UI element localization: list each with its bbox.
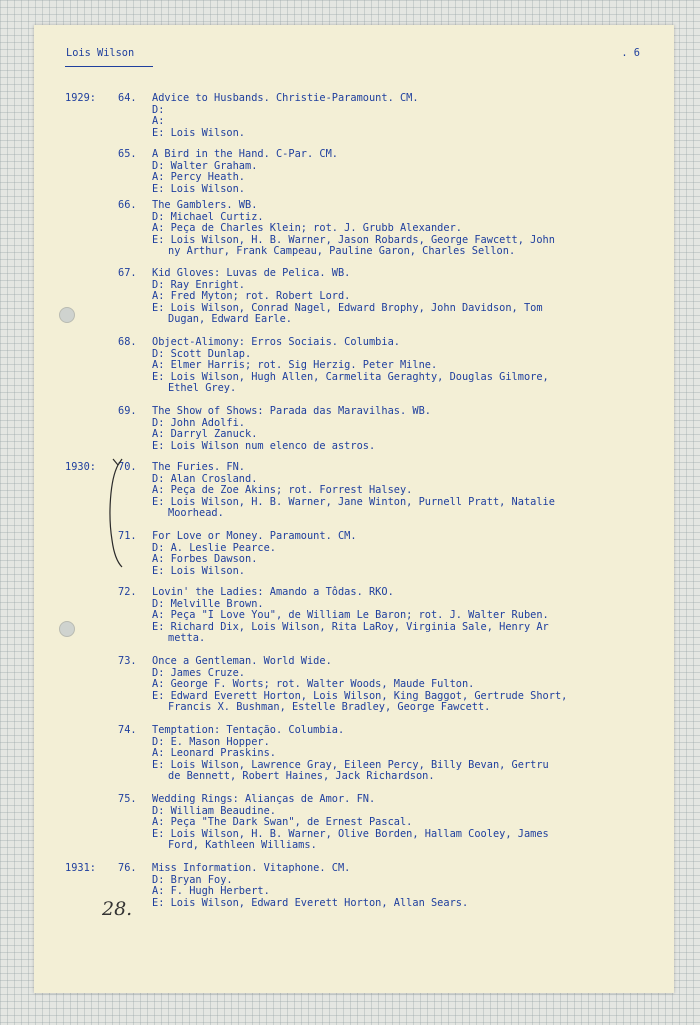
entry-line: E: Edward Everett Horton, Lois Wilson, King Baggot, Gertrude Short, — [152, 689, 568, 702]
entry-line: A Bird in the Hand. C-Par. CM. — [152, 148, 338, 160]
entry-number: 65. — [118, 148, 137, 160]
entry-line: The Gamblers. WB. — [152, 199, 258, 211]
entry-number: 76. — [118, 862, 137, 874]
entry-number: 70. — [118, 461, 137, 473]
entry-number: 74. — [118, 724, 137, 736]
entry-line: D: James Cruze. — [152, 666, 245, 679]
entry-line: A: Peça "I Love You", de William Le Baron; rot. J. Walter Ruben. — [152, 609, 549, 622]
handwritten-arrow — [104, 455, 164, 575]
entry-line: D: Michael Curtiz. — [152, 210, 264, 223]
punch-hole — [59, 307, 75, 323]
entry-number: 66. — [118, 199, 137, 211]
entry-line: de Bennett, Robert Haines, Jack Richardson. — [168, 770, 435, 783]
entry-year: 1930: — [65, 461, 96, 473]
entry-line: A: Leonard Praskins. — [152, 747, 276, 760]
entry-year: 1931: — [65, 862, 96, 874]
entry-line: E: Lois Wilson. — [152, 564, 245, 577]
entry-number: 75. — [118, 793, 137, 805]
entry-line: A: Peça de Charles Klein; rot. J. Grubb Alexander. — [152, 222, 462, 235]
entry-line: Object-Alimony: Erros Sociais. Columbia. — [152, 336, 400, 348]
entry-number: 64. — [118, 92, 137, 104]
entry-line: D: A. Leslie Pearce. — [152, 541, 276, 554]
page-number: . 6 — [621, 47, 640, 59]
entry-line: Ethel Grey. — [168, 382, 237, 395]
entry-lines — [152, 725, 549, 783]
entry-number: 68. — [118, 336, 137, 348]
entry-line: Once a Gentleman. World Wide. — [152, 655, 332, 667]
entry-number: 69. — [118, 405, 137, 417]
entry-line: Temptation: Tentação. Columbia. — [152, 724, 345, 736]
entry-line: E: Lois Wilson, Lawrence Gray, Eileen Percy, Billy Bevan, Gertru — [152, 758, 549, 771]
entry-line: A: Percy Heath. — [152, 171, 245, 184]
entry-line: Moorhead. — [168, 507, 224, 520]
entry-line: E: Lois Wilson num elenco de astros. — [152, 439, 376, 452]
entry-line: D: Bryan Foy. — [152, 873, 233, 886]
entry-line: A: Elmer Harris; rot. Sig Herzig. Peter Milne. — [152, 359, 438, 372]
entry-line: Dugan, Edward Earle. — [168, 313, 292, 326]
entry-line: E: Lois Wilson. — [152, 182, 245, 195]
entry-line: D: Walter Graham. — [152, 159, 258, 172]
entry-line: E: Lois Wilson, H. B. Warner, Olive Borden, Hallam Cooley, James — [152, 827, 549, 840]
entry-number: 71. — [118, 530, 137, 542]
entry-lines — [152, 863, 468, 909]
entry-line: metta. — [168, 632, 206, 645]
entry-line: A: Darryl Zanuck. — [152, 428, 258, 441]
entry-line: A: George F. Worts; rot. Walter Woods, Maude Fulton. — [152, 678, 475, 691]
entry-line: The Furies. FN. — [152, 461, 245, 473]
entry-line: A: Peça "The Dark Swan", de Ernest Pascal. — [152, 816, 413, 829]
entry-lines — [152, 149, 338, 195]
entry-line: E: Lois Wilson, Edward Everett Horton, Allan Sears. — [152, 896, 469, 909]
entry-line: Advice to Husbands. Christie-Paramount. CM. — [152, 92, 419, 104]
entry-line: A: Forbes Dawson. — [152, 553, 258, 566]
entry-line: Ford, Kathleen Williams. — [168, 839, 317, 852]
entry-line: E: Lois Wilson, Hugh Allen, Carmelita Geraghty, Douglas Gilmore, — [152, 370, 549, 383]
entry-lines — [152, 794, 549, 852]
entry-lines — [152, 462, 555, 520]
entry-line: A: Fred Myton; rot. Robert Lord. — [152, 290, 351, 303]
entry-year: 1929: — [65, 92, 96, 104]
entry-lines — [152, 656, 567, 714]
entry-line: The Show of Shows: Parada das Maravilhas. WB. — [152, 405, 431, 417]
entry-line: A: — [152, 115, 165, 128]
entry-lines — [152, 200, 555, 258]
entry-line: Kid Gloves: Luvas de Pelica. WB. — [152, 267, 351, 279]
entry-lines — [152, 531, 357, 577]
entry-line: Miss Information. Vitaphone. CM. — [152, 862, 351, 874]
entry-lines — [152, 268, 543, 326]
entry-line: E: Lois Wilson, H. B. Warner, Jane Winton, Purnell Pratt, Natalie — [152, 495, 555, 508]
entry-line: ny Arthur, Frank Campeau, Pauline Garon, Charles Sellon. — [168, 245, 516, 258]
entry-line: D: — [152, 103, 165, 116]
entry-line: D: Melville Brown. — [152, 597, 264, 610]
handwritten-note: 28. — [102, 898, 133, 920]
entry-number: 72. — [118, 586, 137, 598]
entry-line: A: Peça de Zoe Akins; rot. Forrest Halsey. — [152, 484, 413, 497]
entry-lines — [152, 406, 431, 452]
entry-line: Francis X. Bushman, Estelle Bradley, George Fawcett. — [168, 701, 491, 714]
entry-line: D: John Adolfi. — [152, 416, 245, 429]
entry-line: E: Lois Wilson. — [152, 126, 245, 139]
entry-number: 67. — [118, 267, 137, 279]
document-page — [34, 25, 674, 993]
entry-line: D: Alan Crosland. — [152, 472, 258, 485]
entry-lines — [152, 337, 549, 395]
entry-line: E: Lois Wilson, H. B. Warner, Jason Robards, George Fawcett, John — [152, 233, 555, 246]
entry-lines — [152, 93, 419, 139]
entry-line: D: E. Mason Hopper. — [152, 735, 270, 748]
entry-line: D: Scott Dunlap. — [152, 347, 252, 360]
entry-line: Lovin' the Ladies: Amando a Tôdas. RKO. — [152, 586, 394, 598]
entry-line: For Love or Money. Paramount. CM. — [152, 530, 357, 542]
entry-lines — [152, 587, 549, 645]
punch-hole — [59, 621, 75, 637]
entry-number: 73. — [118, 655, 137, 667]
header-underline — [65, 66, 153, 67]
entry-line: Wedding Rings: Alianças de Amor. FN. — [152, 793, 376, 805]
entry-line: A: F. Hugh Herbert. — [152, 885, 270, 898]
entry-line: E: Lois Wilson, Conrad Nagel, Edward Brophy, John Davidson, Tom — [152, 301, 543, 314]
header-name: Lois Wilson — [66, 47, 135, 59]
entry-line: E: Richard Dix, Lois Wilson, Rita LaRoy, Virginia Sale, Henry Ar — [152, 620, 549, 633]
entry-line: D: Ray Enright. — [152, 278, 245, 291]
entry-line: D: William Beaudine. — [152, 804, 276, 817]
